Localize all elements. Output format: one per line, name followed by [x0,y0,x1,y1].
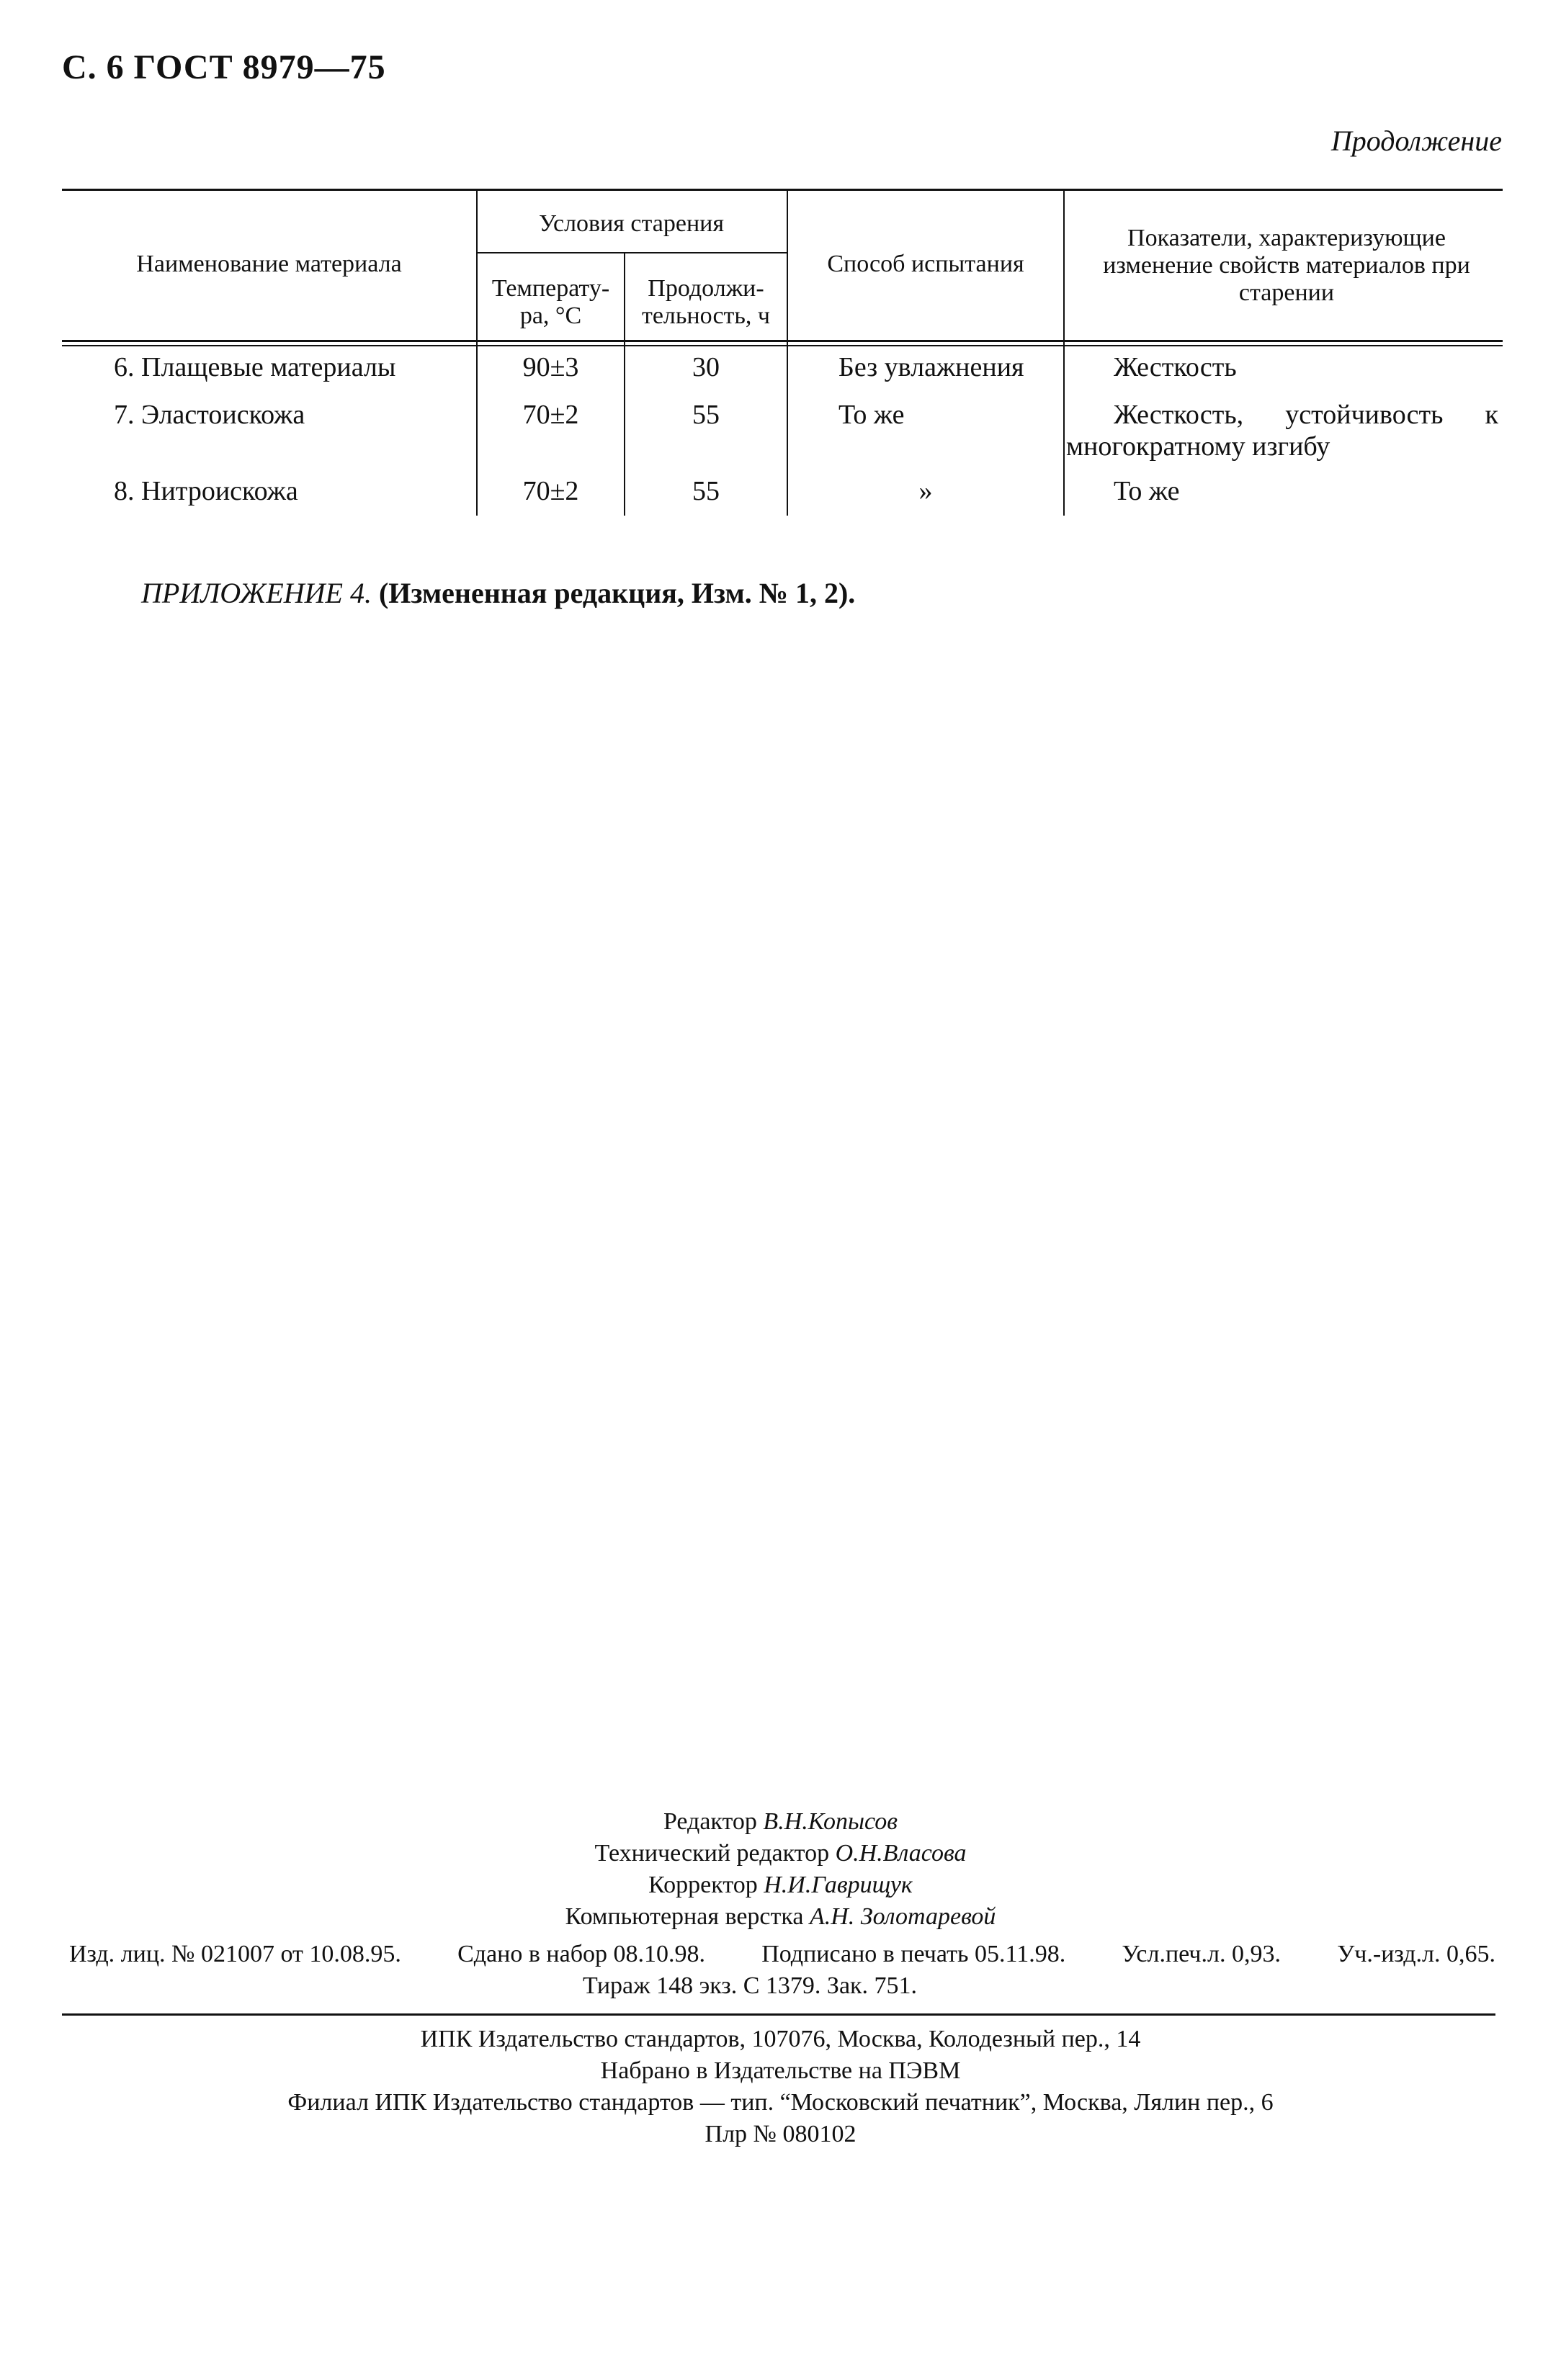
credit-tech-editor-name: О.Н.Власова [835,1840,967,1867]
row-7-temperature: 70±2 [522,400,579,430]
header-test-method: Способ испытания [827,251,1024,277]
imprint-footer [0,2024,1561,2150]
row-6-method: Без увлажнения [838,352,1024,382]
publication-info [69,1939,1495,2002]
credits-block [0,1806,1561,1933]
row-6-material: 6. Плащевые материалы [114,352,396,382]
credit-editor-name: В.Н.Копысов [763,1808,898,1835]
row-7-duration: 55 [692,400,720,430]
appendix-revision: (Измененная редакция, Изм. № 1, 2). [378,577,856,609]
row-7-material: 7. Эластоискожа [114,400,305,430]
credit-layout-name: А.Н. Золотаревой [809,1903,996,1930]
table-top-rule [62,189,1503,191]
subheader-rule [476,252,788,253]
credit-layout-label: Компьютерная верстка [565,1903,804,1930]
row-8-method: » [918,476,933,506]
footer-publisher: ИПК Издательство стандартов, 107076, Москва, Колодезный пер., 14 [420,2026,1141,2052]
publication-license: Изд. лиц. № 021007 от 10.08.95. [69,1941,401,1967]
publication-submitted: Сдано в набор 08.10.98. [457,1941,706,1967]
continuation-label: Продолжение [1330,125,1502,157]
row-6-duration: 30 [692,352,720,382]
publication-print-sheets: Усл.печ.л. 0,93. [1122,1941,1281,1967]
credit-editor [0,1806,1561,1838]
header-temperature: Температу- ра, °С [491,275,610,329]
header-rule [62,340,1503,342]
credit-tech-editor [0,1838,1561,1869]
publication-circulation: Тираж 148 экз. С 1379. Зак. 751. [582,1972,918,1999]
credit-tech-editor-label: Технический редактор [594,1840,830,1867]
row-8-temperature: 70±2 [522,476,579,506]
header-material: Наименование материала [136,251,402,277]
header-indicators: Показатели, характеризующие изменение свойств материалов при старении [1103,225,1470,306]
row-8-duration: 55 [692,476,720,506]
credit-layout [0,1901,1561,1933]
row-8-indicator: То же [1114,476,1180,506]
credit-editor-label: Редактор [663,1808,757,1835]
footer-license: Плр № 080102 [705,2121,856,2147]
publication-signed: Подписано в печать 05.11.98. [761,1941,1066,1967]
column-divider [1063,189,1065,516]
row-6-indicator: Жесткость [1114,352,1237,382]
row-7-method: То же [838,400,905,430]
credit-corrector-name: Н.И.Гаврищук [764,1872,913,1898]
appendix-note [141,576,855,610]
header-rule-double [62,345,1503,346]
credit-corrector [0,1869,1561,1901]
credit-corrector-label: Корректор [648,1872,758,1898]
row-8-material: 8. Нитроискожа [114,476,298,506]
footer-rule [62,2013,1495,2016]
publication-info-line [69,1939,1495,1970]
appendix-label: ПРИЛОЖЕНИЕ 4. [141,577,372,609]
header-duration: Продолжи- тельность, ч [641,275,771,329]
publication-pub-sheets: Уч.-изд.л. 0,65. [1337,1941,1495,1967]
column-divider [787,189,788,516]
footer-typeset: Набрано в Издательстве на ПЭВМ [600,2057,961,2084]
footer-printer: Филиал ИПК Издательство стандартов — тип. “Московский печатник”, Москва, Лялин пер., 6 [287,2089,1274,2116]
row-6-temperature: 90±3 [522,352,579,382]
header-aging-conditions: Условия старения [538,210,724,237]
row-7-indicator: Жесткость, устойчивость к многократному изгибу [1066,400,1498,462]
page-header-title: С. 6 ГОСТ 8979—75 [62,48,386,86]
